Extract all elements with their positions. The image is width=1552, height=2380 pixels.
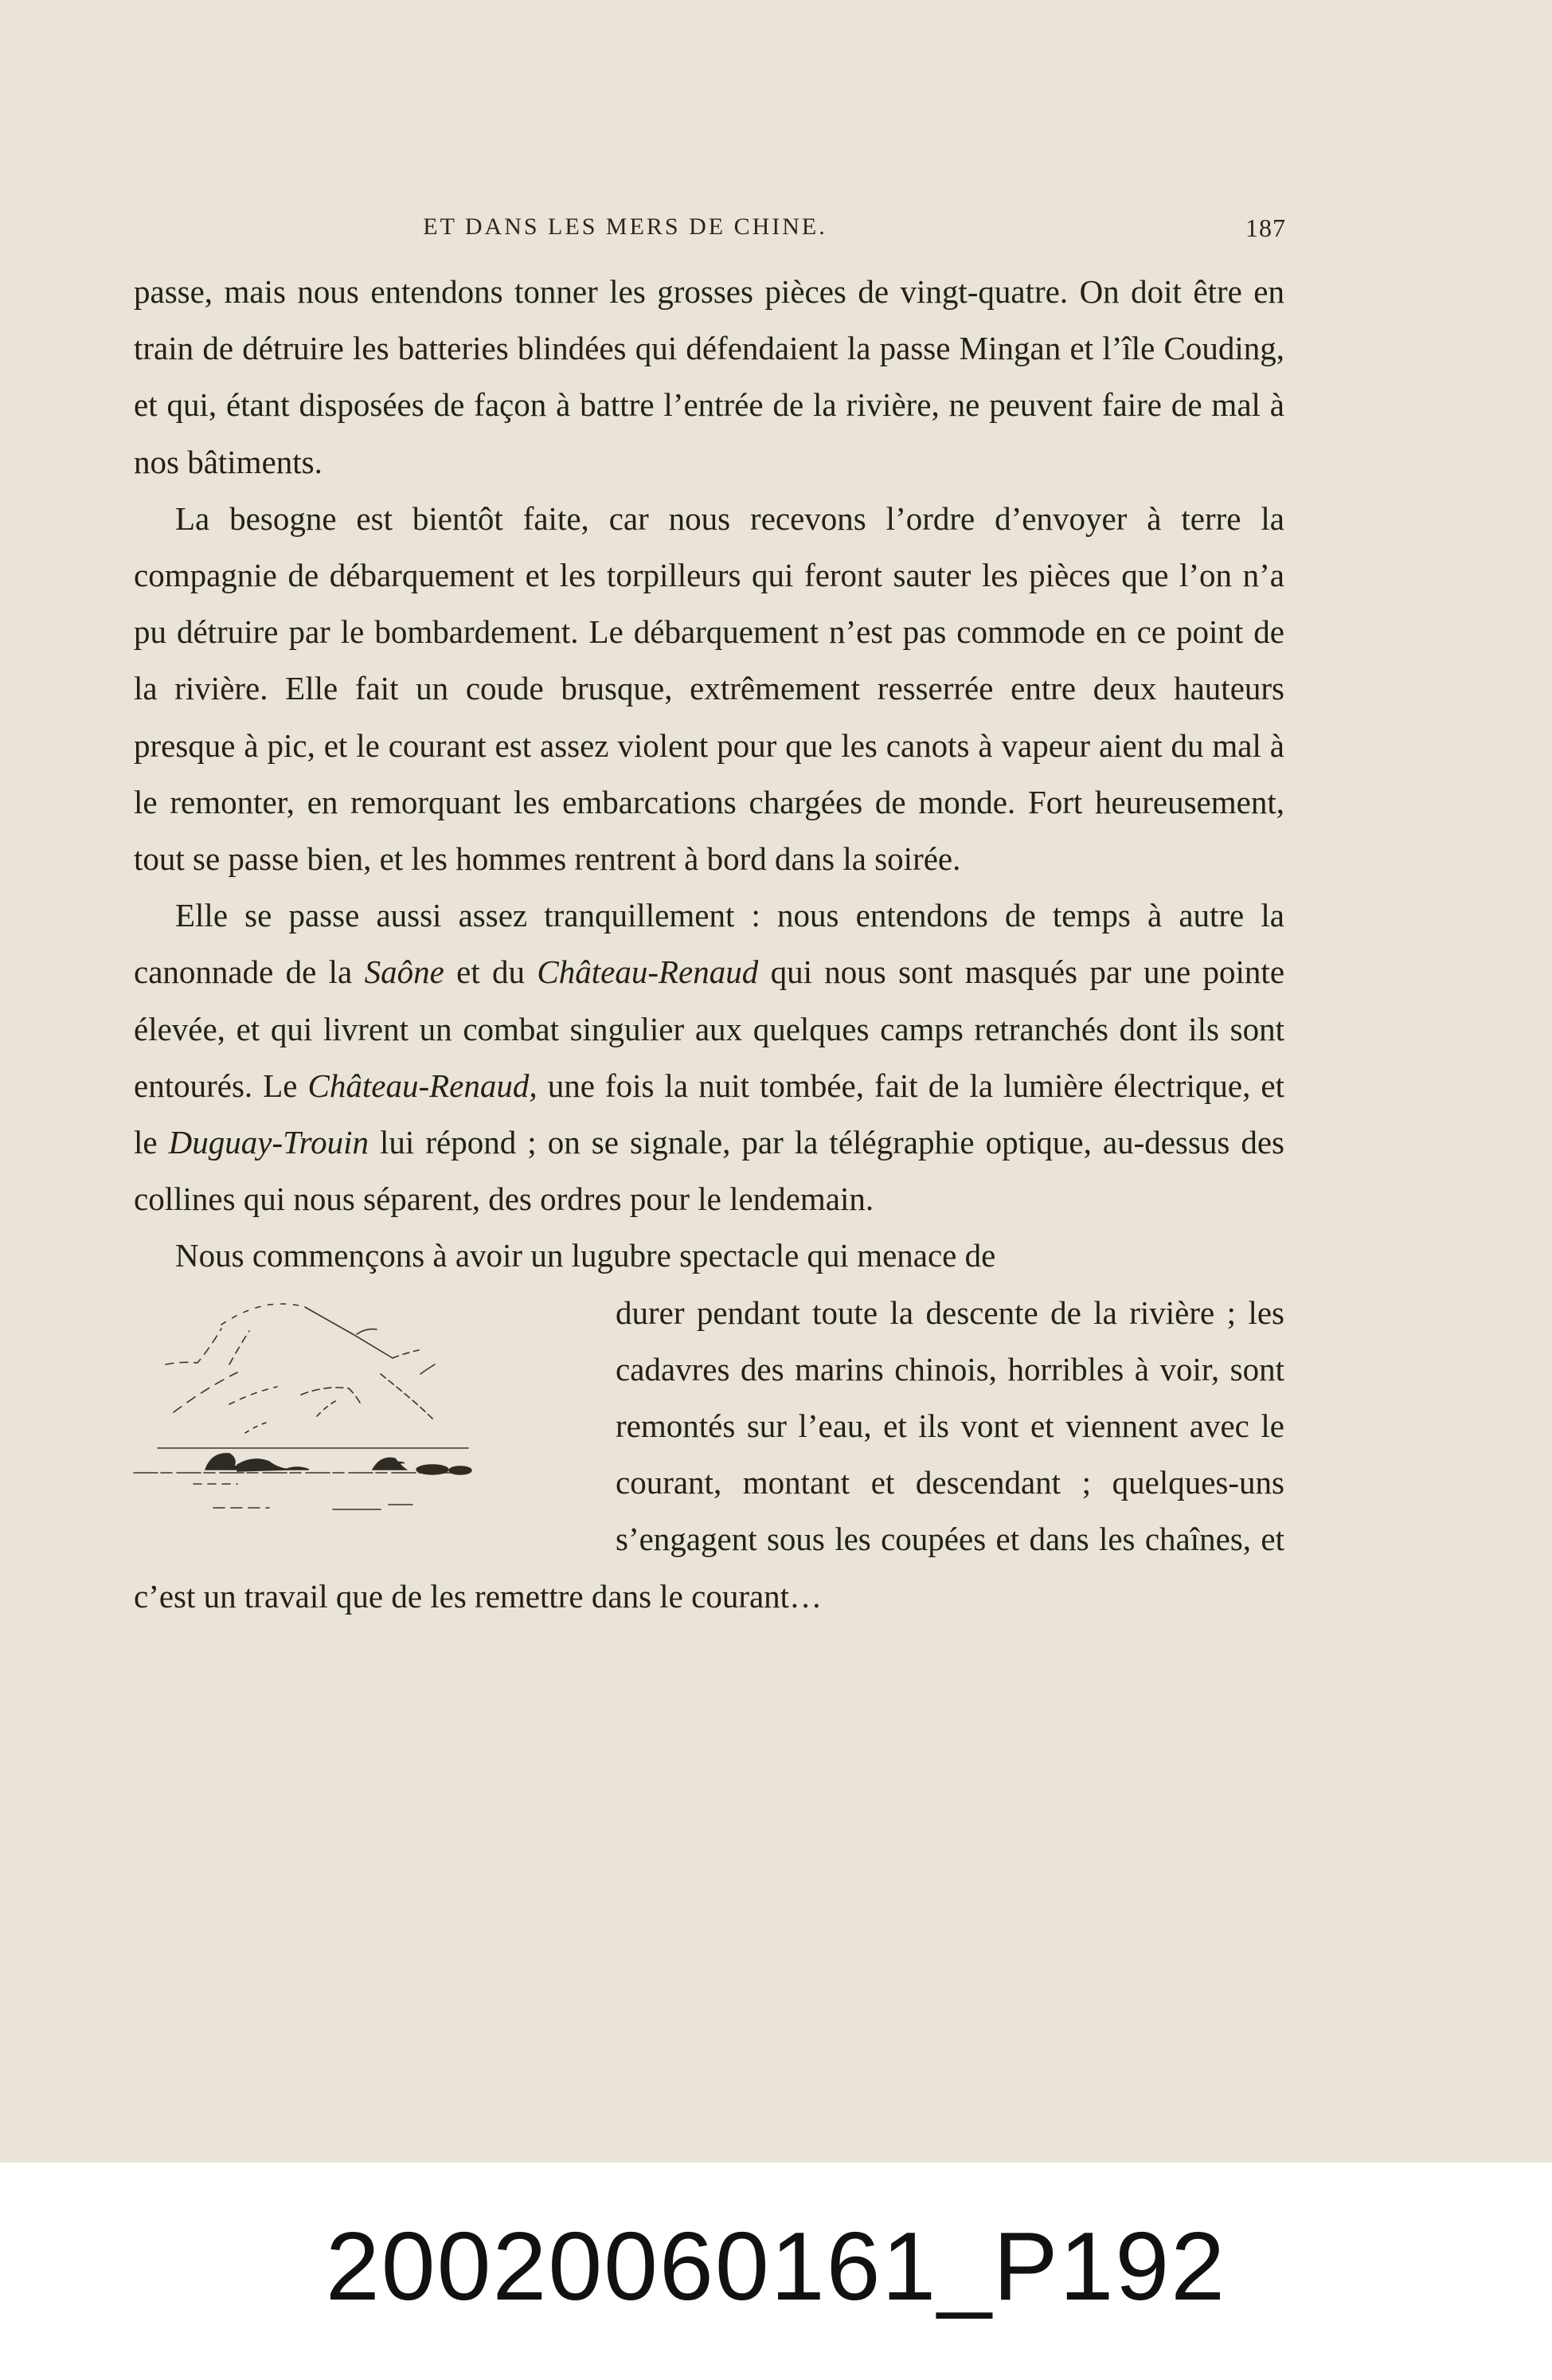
paragraph-3-text: lui répond ; on se signale, par la télégraphie optique, au-dessus des collines qui nous séparent, des ordres pour le lendemain. — [134, 1124, 1284, 1218]
ship-name-saone: Saône — [364, 953, 444, 991]
page-number: 187 — [1245, 213, 1286, 242]
paragraph-3-text: qui nous sont masqués par une pointe élevée, et qui livrent un combat singulier aux quelques camps retranchés dont ils sont entourés. Le — [134, 953, 1285, 1104]
archive-footer — [0, 2163, 1552, 2380]
paragraph-4-text: durer pendant toute la descente de la rivière ; les cadavres des marins chinois, horribles à voir, sont remontés sur l’eau, et ils vont et viennent avec le courant, montant et descendant ; quelques-uns s’engagent sous les coupées et dans les chaînes, et c’est un travail que de les remettre dans le courant… — [134, 1294, 1284, 1615]
ship-name-chateau-renaud: Château-Renaud — [537, 953, 759, 991]
paragraph-3-text: Elle se passe aussi assez tranquillement : nous entendons de temps à autre la canonnade de la — [134, 897, 1284, 991]
paragraph-3-text: et du — [444, 953, 538, 991]
page-body — [134, 264, 1284, 1625]
paragraph-3-text: une fois la nuit tombée, fait de la lumière électrique, et le — [134, 1067, 1284, 1161]
ship-name-chateau-renaud-2: Château-Renaud, — [307, 1067, 538, 1104]
river-illustration — [118, 1285, 600, 1540]
paragraph-4-lead: Nous commençons à avoir un lugubre spectacle qui menace de — [175, 1237, 996, 1274]
paragraph-2: La besogne est bientôt faite, car nous recevons l’ordre d’envoyer à terre la compagnie de débarquement et les torpilleurs qui feront sauter les pièces que l’on n’a pu détruire par le bombardement. Le débarquement n’est pas commode en ce point de la rivière. Elle fait un coude brusque, extrêmement resserrée entre deux hauteurs presque à pic, et le courant est assez violent pour que les canots à vapeur aient du mal à le remonter, en remorquant les embarcations chargées de monde. Fort heureusement, tout se passe bien, et les hommes rentrent à bord dans la soirée. — [134, 499, 1284, 878]
paragraph-4 — [134, 1227, 1284, 1624]
paragraph-1: passe, mais nous entendons tonner les grosses pièces de vingt-quatre. On doit être en train de détruire les batteries blindées qui défendaient la passe Mingan et l’île Couding, et qui, étant disposées de façon à battre l’entrée de la rivière, ne peuvent faire de mal à nos bâtiments. — [134, 273, 1284, 480]
ship-name-duguay-trouin: Duguay-Trouin — [168, 1124, 369, 1161]
page-header — [135, 213, 1286, 253]
paragraph-3 — [134, 887, 1284, 1227]
archive-id: 20020060161_P192 — [325, 2212, 1227, 2320]
running-title: ET DANS LES MERS DE CHINE. — [423, 213, 827, 240]
river-bodies-sketch — [118, 1285, 600, 1540]
